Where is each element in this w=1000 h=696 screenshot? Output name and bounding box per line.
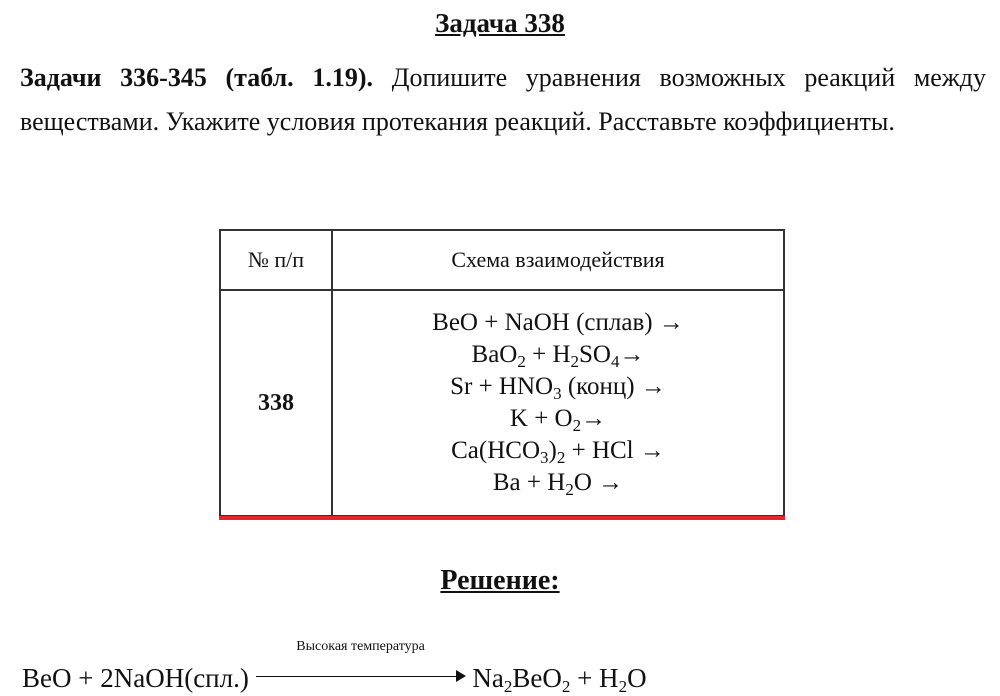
arrow-head-icon bbox=[456, 670, 466, 682]
table-bottom-accent bbox=[219, 516, 785, 520]
equation-4: $K + O_2\to$ bbox=[509, 405, 607, 436]
reaction-table bbox=[219, 229, 785, 520]
reaction-arrow bbox=[256, 639, 466, 687]
row-number: 338 bbox=[220, 290, 332, 516]
solution-equation: BeO + 2NaOH(спл.) Высокая температура $Na_2BeO_2 + H_2O$ bbox=[22, 639, 647, 696]
equation-5: $Ca(HCO_3)_2$ + HCl → bbox=[451, 437, 665, 468]
arrow-condition-label: Высокая температура bbox=[296, 639, 425, 654]
equation-1: BeO + NaOH (сплав) → bbox=[432, 309, 684, 336]
header-scheme: Схема взаимодействия bbox=[332, 230, 784, 290]
page-title: Задача 338 bbox=[435, 8, 565, 38]
equation-6: $Ba + H_2O$ → bbox=[492, 469, 624, 500]
header-number: № п/п bbox=[220, 230, 332, 290]
equation-2: $BaO_2 + H_2SO_4\to$ bbox=[471, 341, 645, 372]
task-text: Допишите уравнения возможных реакций между веществами. Укажите условия протекания реакций. Расставьте коэффициенты. bbox=[20, 63, 986, 136]
solution-reactants: BeO + 2NaOH(спл.) bbox=[22, 663, 249, 693]
equation-3: $Sr + HNO_3$ (конц) → bbox=[450, 373, 666, 404]
equations-cell bbox=[332, 290, 784, 516]
solution-product-2: + H bbox=[570, 663, 619, 693]
task-lead: Задачи 336-345 (табл. 1.19). bbox=[20, 63, 374, 92]
solution-title: Решение: bbox=[440, 565, 560, 596]
task-description bbox=[20, 56, 986, 144]
solution-product-1: Na bbox=[472, 663, 504, 693]
